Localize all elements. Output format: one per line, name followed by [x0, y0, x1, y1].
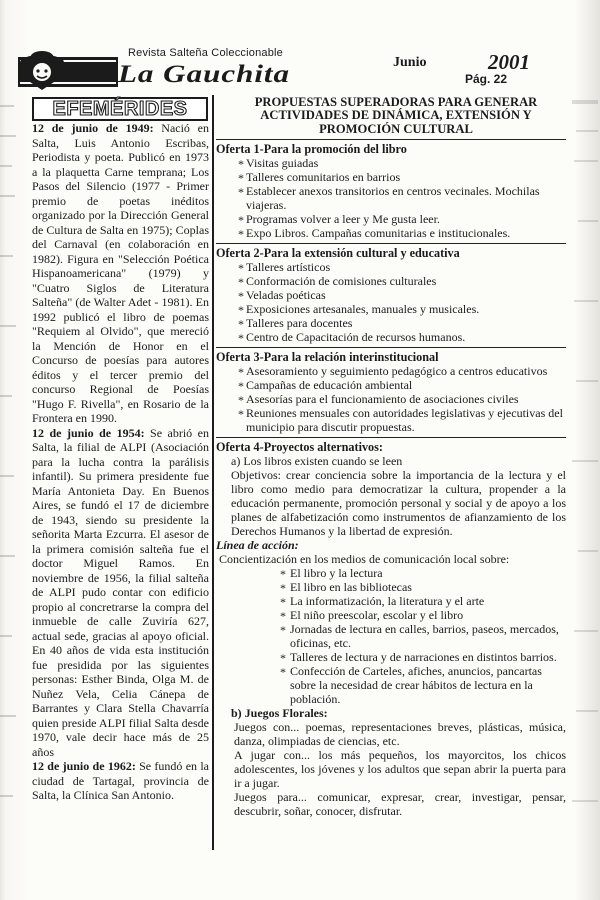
- linea-list: [216, 566, 566, 706]
- list-item: * Jornadas de lectura en calles, barrios, paseos, mercados, oficinas, etc.: [216, 622, 566, 650]
- list-item: * Talleres para docentes: [216, 316, 566, 330]
- entry-date: 12 de junio de 1949:: [32, 121, 154, 135]
- efemerides-heading: EFEMÉRIDES: [32, 97, 208, 121]
- list-item: * Confección de Carteles, afiches, anuncios, pancartas sobre la necesidad de crear hábitos de lectura en la población.: [216, 664, 566, 706]
- list-item: * El libro y la lectura: [216, 566, 566, 580]
- issue-year: 2001: [488, 50, 530, 74]
- oferta-1-section: [216, 139, 566, 240]
- magazine-title: La Gauchita: [118, 59, 291, 88]
- bleed-through-left: [0, 95, 20, 855]
- list-item: * Talleres comunitarios en barrios: [216, 170, 566, 184]
- efemerides-column: [32, 97, 209, 845]
- list-item: * Campañas de educación ambiental: [216, 378, 566, 392]
- list-item: * Asesorías para el funcionamiento de asociaciones civiles: [216, 392, 566, 406]
- oferta-4-section: [216, 437, 566, 818]
- list-item: * Talleres artísticos: [216, 260, 566, 274]
- oferta-4-title: Oferta 4-Proyectos alternativos:: [216, 439, 383, 454]
- list-item: * El libro en las bibliotecas: [216, 580, 566, 594]
- proposals-column: [216, 96, 566, 818]
- gaucho-logo-icon: [18, 44, 118, 94]
- oferta-2-title: Oferta 2-Para la extensión cultural y educativa: [216, 245, 460, 260]
- efemeride-entry: [32, 759, 209, 803]
- list-item: * Veladas poéticas: [216, 288, 566, 302]
- column-divider: [212, 95, 214, 850]
- list-item: * Programas volver a leer y Me gusta leer.: [216, 212, 566, 226]
- objectives-text: Objetivos: crear conciencia sobre la importancia de la lectura y el libro como medio para democratizar la cultura, propender a la educación permanente, promoción personal y social y de apoyo a los planes de alfabetización como instrumentos de afianzamiento de los Derechos Humanos y la libertad de expresión.: [231, 467, 566, 538]
- efemeride-entry: [32, 426, 209, 760]
- list-item: * Centro de Capacitación de recursos humanos.: [216, 330, 566, 344]
- list-item: * Exposiciones artesanales, manuales y musicales.: [216, 302, 566, 316]
- list-item: * Reuniones mensuales con autoridades legislativas y ejecutivas del municipio para discutir propuestas.: [216, 406, 566, 434]
- list-item: * Visitas guiadas: [216, 156, 566, 170]
- juegos-title: b) Juegos Florales:: [231, 705, 328, 720]
- issue-month: Junio: [393, 55, 427, 70]
- linea-title: Línea de acción:: [216, 537, 299, 552]
- page-number: Pág. 22: [465, 72, 508, 86]
- linea-intro: Concientización en los medios de comunicación local sobre:: [219, 551, 510, 566]
- juegos-line: Juegos con... poemas, representaciones breves, plásticas, música, danza, olimpiadas de ciencias, etc.: [234, 719, 566, 748]
- oferta-3-title: Oferta 3-Para la relación interinstitucional: [216, 349, 439, 364]
- entry-text: Se abrió en Salta, la filial de ALPI (Asociación para la lucha contra la parálisis infantil). Su primera presidente fue María Antonieta Day. En Buenos Aires, se fundó el 17 de diciembre de 1943, siendo su presidente la señorita Marta Ezcurra. El asesor de la primera comisión salteña fue el doctor Miguel Ramos. En noviembre de 1956, la filial salteña de ALPI pudo contar con edificio propio al concretrarse la compra del inmueble de calle Zuviría 627, actual sede, gracias al apoyo oficial. En 40 años de vida esta institución fue presidida por las siguientes personas: Esther Binda, Olga M. de Nuñez Vela, Celia Cánepa de Barrantes y Clara Stella Chavarría quien preside ALPI filial Salta desde 1970, vale decir hace más de 25 años: [32, 425, 209, 759]
- juegos-line: Juegos para... comunicar, expresar, crear, investigar, pensar, descubrir, soñar, conocer, disfrutar.: [234, 789, 566, 818]
- magazine-kicker: Revista Salteña Coleccionable: [128, 47, 283, 59]
- project-a-line: a) Los libros existen cuando se leen: [231, 453, 403, 468]
- list-item: * Asesoramiento y seguimiento pedagógico a centros educativos: [216, 364, 566, 378]
- list-item: * La informatización, la literatura y el arte: [216, 594, 566, 608]
- masthead: [18, 44, 583, 94]
- bleed-through-right: [568, 100, 598, 860]
- entry-text: Se fundó en la ciudad de Tartagal, provincia de Salta, la Clínica San Antonio.: [32, 759, 209, 802]
- juegos-line: A jugar con... los más pequeños, los mayorcitos, los chicos adolescentes, los jóvenes y los adultos que sepan abrir la puerta para ir a jugar.: [234, 747, 566, 790]
- proposals-title: PROPUESTAS SUPERADORAS PARA GENERAR ACTIVIDADES DE DINÁMICA, EXTENSIÓN Y PROMOCIÓN CULTURAL: [254, 95, 538, 136]
- entry-date: 12 de junio de 1962:: [32, 759, 136, 773]
- entry-date: 12 de junio de 1954:: [32, 425, 145, 440]
- list-item: * Establecer anexos transitorios en centros vecinales. Mochilas viajeras.: [216, 184, 566, 212]
- list-item: * Conformación de comisiones culturales: [216, 274, 566, 288]
- list-item: * El niño preescolar, escolar y el libro: [216, 608, 566, 622]
- oferta-2-section: [216, 243, 566, 344]
- oferta-1-title: Oferta 1-Para la promoción del libro: [216, 141, 407, 156]
- efemeride-entry: [32, 121, 209, 426]
- list-item: * Expo Libros. Campañas comunitarias e institucionales.: [216, 226, 566, 240]
- oferta-3-section: [216, 347, 566, 434]
- entry-text: Nació en Salta, Luis Antonio Escribas, Periodista y poeta. Publicó en 1973 a la plaquetta Carne temprana; Los Pasos del Silencio (1977 - Primer premio de poetas inéditos organizado por la Dirección General de Cultura de Salta en 1975); Coplas del Carnaval (en colaboración en 1982). Figura en "Selección Poética Hispanoamericana" (1979) y "Cuatro Siglos de Literatura Salteña" (de Walter Adet - 1981). En 1992 publicó el libro de poemas "Requiem al Olvido", que mereció la Mención de Honor en el Concurso de poesías para autores éditos y el tercer premio del concurso Regional de Poesías "Hugo F. Rivella", en Rosario de la Frontera en 1990.: [32, 121, 209, 425]
- list-item: * Talleres de lectura y de narraciones en distintos barrios.: [216, 650, 566, 664]
